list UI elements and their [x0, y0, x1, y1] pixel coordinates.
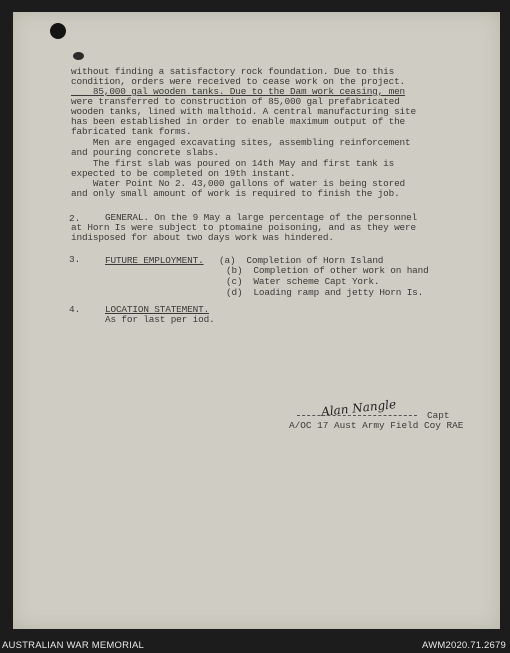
section-heading: FUTURE EMPLOYMENT. — [105, 255, 204, 266]
text-line: condition, orders were received to cease work on the project. — [71, 76, 406, 87]
document-page — [13, 12, 500, 629]
text-line: and pouring concrete slabs. — [71, 147, 219, 158]
text-line: Men are engaged excavating sites, assembling reinforcement — [71, 137, 411, 148]
text-line: indisposed for about two days work was hindered. — [71, 232, 334, 243]
signature-line — [297, 415, 417, 416]
text-line: were transferred to construction of 85,000 gal prefabricated — [71, 96, 400, 107]
text-line: Water Point No 2. 43,000 gallons of water is being stored — [71, 178, 406, 189]
section-number: 2. — [69, 213, 81, 224]
text-line: 85,000 gal wooden tanks. Due to the Dam work ceasing, men — [71, 86, 406, 97]
text-line: without finding a satisfactory rock foundation. Due to this — [71, 66, 395, 77]
list-item: (b) Completion of other work on hand — [226, 265, 429, 276]
text-line: expected to be completed on 19th instant. — [71, 168, 296, 179]
text-line: and only small amount of work is required to finish the job. — [71, 188, 400, 199]
punch-hole — [50, 23, 66, 39]
text-line: at Horn Is were subject to ptomaine poisoning, and as they were — [71, 222, 416, 233]
footer-institution: AUSTRALIAN WAR MEMORIAL — [2, 640, 145, 651]
text-line: fabricated tank forms. — [71, 126, 192, 137]
section-heading: LOCATION STATEMENT. — [105, 304, 210, 315]
list-item: (a) Completion of Horn Island — [219, 255, 384, 266]
text-line: GENERAL. On the 9 May a large percentage of the personnel — [105, 212, 418, 223]
text-line: As for last per iod. — [105, 314, 215, 325]
section-number: 3. — [69, 254, 81, 265]
signature-unit: A/OC 17 Aust Army Field Coy RAE — [289, 420, 464, 431]
footer-accession-number: AWM2020.71.2679 — [422, 640, 506, 651]
list-item: (c) Water scheme Capt York. — [226, 276, 380, 287]
text-line: The first slab was poured on 14th May and first tank is — [71, 158, 395, 169]
section-number: 4. — [69, 304, 81, 315]
ink-mark — [73, 52, 84, 60]
text-line: has been established in order to enable maximum output of the — [71, 116, 406, 127]
text-line: wooden tanks, lined with malthoid. A central manufacturing site — [71, 106, 416, 117]
signature-rank: Capt — [427, 410, 450, 421]
handwritten-signature: Alan Nangle — [320, 397, 397, 419]
list-item: (d) Loading ramp and jetty Horn Is. — [226, 287, 424, 298]
